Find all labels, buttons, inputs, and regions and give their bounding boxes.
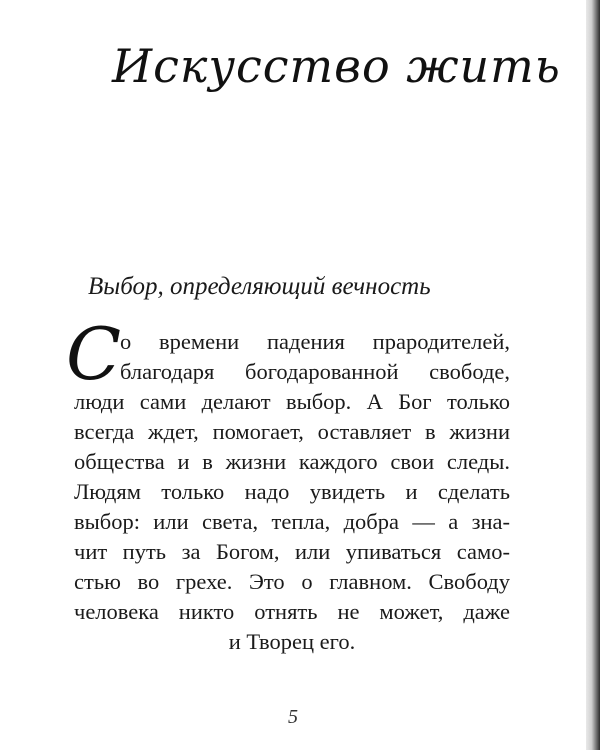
paragraph-line: чит путь за Богом, или упиваться само- xyxy=(74,539,510,564)
paragraph-line: всегда ждет, помогает, оставляет в жизни xyxy=(74,419,510,444)
drop-cap-letter: С xyxy=(66,312,122,396)
paragraph-line: выбор: или света, тепла, добра — а зна- xyxy=(74,509,510,534)
paragraph-line: человека никто отнять не может, даже xyxy=(74,599,510,624)
paragraph-line: благодаря богодарованной свободе, xyxy=(120,359,510,384)
paragraph-line: о времени падения прародителей, xyxy=(120,329,510,354)
paragraph-line: общества и в жизни каждого свои следы. xyxy=(74,449,510,474)
paragraph-line: Людям только надо увидеть и сделать xyxy=(74,479,510,504)
paragraph-line: люди сами делают выбор. А Бог только xyxy=(74,389,510,414)
body-paragraph xyxy=(74,327,510,657)
paragraph-line: и Творец его. xyxy=(228,629,356,654)
section-title: Выбор, определяющий вечность xyxy=(88,273,431,300)
paragraph-line: стью во грехе. Это о главном. Свободу xyxy=(74,569,510,594)
page-number: 5 xyxy=(288,706,298,728)
page-edge-shadow xyxy=(586,0,600,750)
chapter-title: Искусство жить xyxy=(112,39,561,93)
